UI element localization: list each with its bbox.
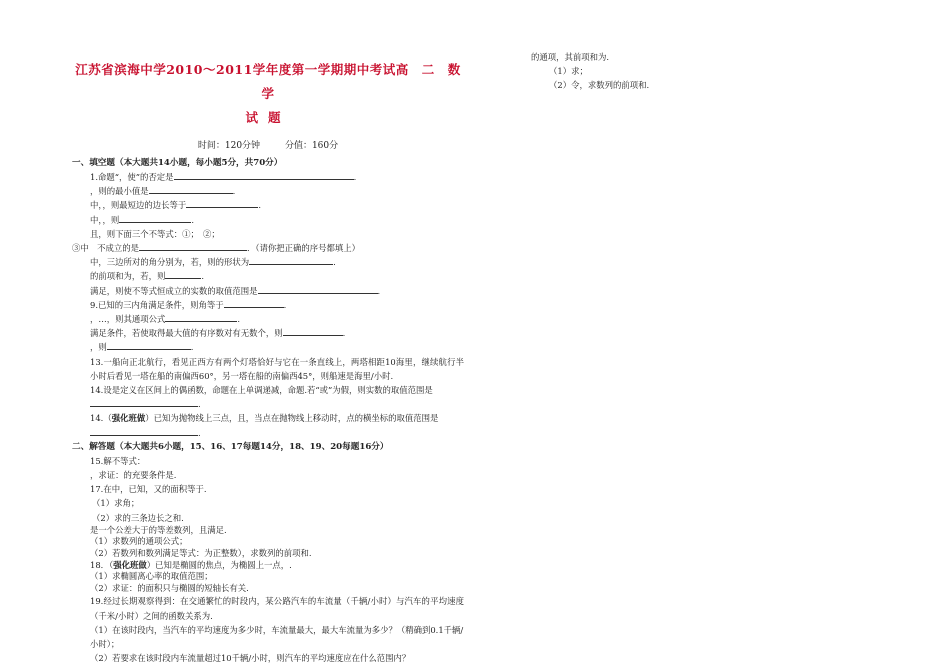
exam-time: 时间：120分钟 xyxy=(197,141,261,151)
answer-blank[interactable] xyxy=(90,426,198,436)
answer-blank[interactable] xyxy=(165,312,237,322)
answer-blank[interactable] xyxy=(107,340,191,350)
section2-heading: 二、解答题（本大题共6小题，15、16、17每题14分，18、19、20每题16分） xyxy=(72,441,389,452)
question-line: 17.在中，已知，又的面积等于. xyxy=(90,484,207,495)
question-line: （2）求的三条边长之和. xyxy=(92,512,184,523)
question-line: （1）求椭圆离心率的取值范围； xyxy=(90,571,213,582)
answer-blank[interactable] xyxy=(258,284,378,294)
question-line: 的通项，其前项和为. xyxy=(531,52,610,62)
answer-blank[interactable] xyxy=(283,326,343,336)
question-line: （2）求证：的面积只与椭圆的短轴长有关. xyxy=(90,582,249,593)
question-line: 是一个公差大于的等差数列，且满足. xyxy=(90,524,227,535)
question-line: 且，则下面三个不等式：①； ②； xyxy=(90,228,220,239)
answer-blank[interactable] xyxy=(186,198,258,208)
question-line: 中，，则最短边的边长等于 . xyxy=(90,200,261,211)
answer-blank[interactable] xyxy=(165,269,201,279)
question-line: 满足条件，若使取得最大值的有序数对有无数个，则 . xyxy=(90,328,346,339)
question-19-part2: （2）若要求在该时段内车流量超过10千辆/小时，则汽车的平均速度应在什么范围内？ xyxy=(90,653,411,664)
question-line: 9.已知的三内角满足条件，则角等于 . xyxy=(90,299,287,310)
question-line: （2）令，求数列的前项和. xyxy=(549,80,650,91)
question-line: ，…，则其通项公式 . xyxy=(90,314,241,325)
question-line: ③中 不成立的是 ．（请你把正确的序号都填上） xyxy=(72,243,361,254)
question-line: 中，，则 . xyxy=(90,214,194,225)
question-19: 19.经过长期观察得到：在交通繁忙的时段内，某公路汽车的车流量（千辆/小时）与汽车的平均速度（千米/小时）之间的函数关系为. xyxy=(90,596,464,621)
answer-blank[interactable] xyxy=(90,397,198,407)
answer-blank[interactable] xyxy=(119,213,191,223)
question-line: （1）求数列的通项公式； xyxy=(90,536,188,547)
answer-blank[interactable] xyxy=(174,170,354,180)
question-line: ，则 . xyxy=(90,342,194,353)
question-line: 1.命题“，使”的否定是 . xyxy=(90,172,357,182)
question-line: 的前项和为，若，则 . xyxy=(90,271,205,282)
question-line: ，则的最小值是 . xyxy=(90,186,236,197)
question-line: 中，三边所对的角分别为，若，则的形状为 . xyxy=(90,257,336,268)
exam-info xyxy=(72,138,464,151)
advanced-class-tag: 强化班做 xyxy=(113,559,147,570)
question-14: 14.设是定义在区间上的偶函数，命题在上单调递减，命题.若“或”为假，则实数的取值范围是. xyxy=(90,385,433,410)
question-19-part1: （1）在该时段内，当汽车的平均速度为多少时，车流量最大，最大车流量为多少？（精确到0.1千辆/小时）； xyxy=(90,624,464,650)
exam-title-line2: 试题 xyxy=(245,110,291,125)
question-13: 13.一船向正北航行，看见正西方有两个灯塔恰好与它在一条直线上，两塔相距10海里，继续航行半小时后看见一塔在船的南偏西60°，另一塔在船的南偏西45°，则船速是海里/小时. xyxy=(90,356,464,381)
exam-title-line1: 江苏省滨海中学2010～2011学年度第一学期期中考试高 二 数 学 xyxy=(75,62,474,101)
left-column xyxy=(72,58,474,665)
question-line: （2）若数列和数列满足等式：为正整数），求数列的前项和. xyxy=(90,548,312,559)
question-line: ，求证：的充要条件是. xyxy=(90,470,177,481)
question-line: 满足，则使不等式恒成立的实数的取值范围是 . xyxy=(90,285,381,296)
question-line: 15.解不等式： xyxy=(90,455,146,466)
advanced-class-tag: 强化班做 xyxy=(111,413,146,424)
section1-heading: 一、填空题（本大题共14小题，每小题5分，共70分） xyxy=(72,158,283,168)
answer-blank[interactable] xyxy=(149,184,233,194)
answer-blank[interactable] xyxy=(139,241,247,251)
exam-score: 分值：160分 xyxy=(284,141,339,151)
answer-blank[interactable] xyxy=(224,298,284,308)
answer-blank[interactable] xyxy=(249,255,333,265)
question-14-advanced: 14.（强化班做）已知为抛物线上三点，且，当点在抛物线上移动时，点的横坐标的取值范围是. xyxy=(90,413,439,438)
question-line: （1）求； xyxy=(549,66,588,77)
question-line: （1）求角； xyxy=(92,498,140,509)
question-18: 18．（强化班做）已知是椭圆的焦点，为椭圆上一点，. xyxy=(90,559,292,570)
right-column xyxy=(531,50,831,93)
